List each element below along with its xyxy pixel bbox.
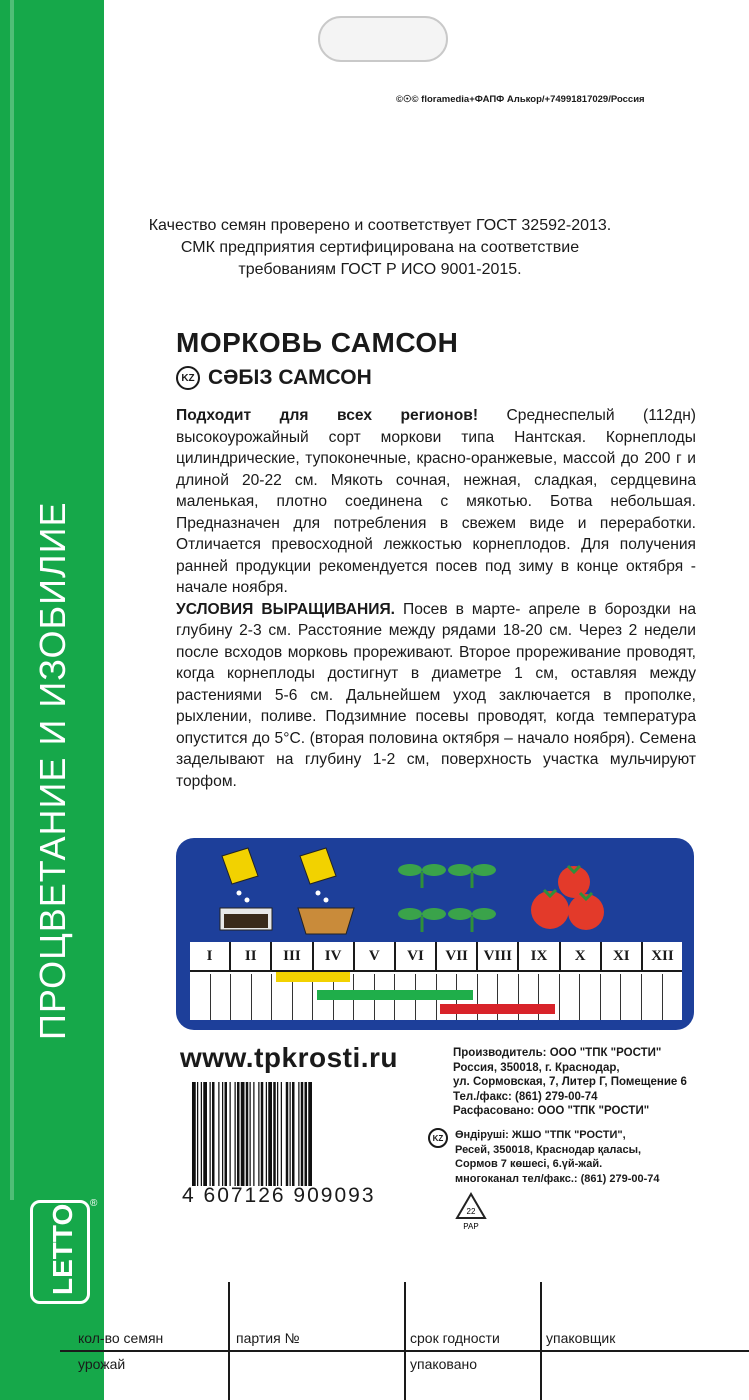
recycle-code: PAP <box>463 1222 479 1231</box>
product-subtitle <box>176 366 372 390</box>
description-lead-bold: Подходит для всех регионов! <box>176 407 479 424</box>
producer-info <box>453 1046 713 1119</box>
hang-hole <box>318 16 448 62</box>
packer-line: многоканал тел/факс.: (861) 279-00-74 <box>455 1172 660 1185</box>
month-label: VII <box>435 942 476 970</box>
period-bar-growing <box>317 990 473 1000</box>
kz-badge: KZ <box>176 366 200 390</box>
footer-divider <box>228 1282 230 1400</box>
side-banner <box>0 0 104 1400</box>
producer-line: ул. Сормовская, 7, Литер Г, Помещение 6 <box>453 1076 687 1088</box>
kz-badge: KZ <box>428 1128 448 1148</box>
quality-line: требованиям ГОСТ Р ИСО 9001-2015. <box>238 261 522 278</box>
month-label: VIII <box>476 942 517 970</box>
month-label: XI <box>600 942 641 970</box>
side-banner-highlight <box>10 0 14 1200</box>
harvest-icon <box>531 866 604 930</box>
calendar-tick <box>641 974 662 1020</box>
producer-line: Производитель: ООО "ТПК "РОСТИ" <box>453 1047 662 1059</box>
calendar-tick <box>230 974 251 1020</box>
producer-line: Тел./факс: (861) 279-00-74 <box>453 1090 598 1103</box>
packer-line: Өндіруші: ЖШО "ТПК "РОСТИ", <box>455 1129 626 1141</box>
month-label: I <box>206 947 213 964</box>
month-label: III <box>270 942 311 970</box>
quality-line: Качество семян проверено и соответствует ГОСТ 32592-2013. <box>148 217 612 234</box>
conditions-text: Посев в марте- апреле в бороздки на глубину 2-3 см. Расстояние между рядами 18-20 см. Через 2 недели после всходов морковь прореживают. Второе прореживание проводят, когда корнеплоды достигнут в диаметре 1 см, оставляя между растениями 5-6 см. Дальнейшем уход заключается в прополке, рыхлении, поливе. Подзимние посевы проводят, когда температура опустится до 5°С. (вторая половина октября – начало ноября). Семена заделывают на глубину 1-2 см, поверхность участка мульчируют торфом. <box>176 600 696 790</box>
calendar-icons <box>176 838 694 942</box>
barcode <box>192 1082 414 1186</box>
side-banner-text: ПРОЦВЕТАНИЕ И ИЗОБИЛИЕ <box>32 501 73 1040</box>
description <box>176 405 696 792</box>
recycle-number: 22 <box>466 1207 476 1216</box>
producer-line: Расфасовано: ООО "ТПК "РОСТИ" <box>453 1105 650 1117</box>
month-label: IV <box>312 942 353 970</box>
logo-text: LETTO <box>47 1203 78 1295</box>
conditions-heading: УСЛОВИЯ ВЫРАЩИВАНИЯ. <box>176 600 395 618</box>
sowing-open-ground-icon <box>220 848 272 930</box>
recycle-icon <box>455 1192 487 1232</box>
quality-note <box>80 215 680 281</box>
month-label: X <box>559 942 600 970</box>
calendar-tick <box>600 974 621 1020</box>
quality-line: СМК предприятия сертифицирована на соответствие <box>180 239 580 256</box>
field-packed[interactable]: упаковано <box>410 1356 478 1372</box>
letto-logo <box>30 1200 90 1304</box>
field-batch[interactable]: партия № <box>236 1330 300 1346</box>
period-bar-sowing <box>276 972 350 982</box>
month-label: V <box>353 942 394 970</box>
month-label: XII <box>641 942 682 970</box>
calendar-table <box>190 942 682 1020</box>
packer-kz-info <box>455 1128 705 1186</box>
month-label: IX <box>517 942 558 970</box>
period-bar-harvest <box>440 1004 555 1014</box>
field-packer[interactable]: упаковщик <box>546 1330 616 1346</box>
barcode-digits: 4 607126 909093 <box>182 1184 376 1207</box>
calendar-months <box>190 942 682 972</box>
calendar-tick <box>190 974 210 1020</box>
sowing-pot-icon <box>298 848 354 934</box>
field-expiry[interactable]: срок годности <box>410 1330 500 1346</box>
copyright-line: ©☉© floramedia+ФАПФ Алькор/+74991817029/Россия <box>396 94 645 105</box>
month-label: VI <box>394 942 435 970</box>
month-label: II <box>229 942 270 970</box>
calendar-tick <box>579 974 600 1020</box>
subtitle-kz: СӘБІЗ САМСОН <box>208 366 372 389</box>
packer-line: Ресей, 350018, Краснодар қаласы, <box>455 1143 642 1156</box>
seedlings-icon <box>398 864 446 932</box>
product-title: МОРКОВЬ САМСОН <box>176 327 459 358</box>
logo-registered: ® <box>90 1198 98 1209</box>
packer-line: Сормов 7 көшесі, 6.үй-жай. <box>455 1158 603 1170</box>
calendar-tick <box>559 974 580 1020</box>
calendar-tick <box>251 974 272 1020</box>
footer-hline <box>60 1350 749 1352</box>
footer-divider <box>404 1282 406 1400</box>
producer-line: Россия, 350018, г. Краснодар, <box>453 1061 620 1074</box>
field-harvest[interactable]: урожай <box>78 1356 126 1372</box>
calendar-tick <box>210 974 231 1020</box>
calendar-tick <box>620 974 641 1020</box>
description-lead-text: Среднеспелый (112дн) высокоурожайный сорт моркови типа Нантская. Корнеплоды цилиндрические, тупоконечные, красно-оранжевые, массой до 200 г и длиной 20-22 см. Мякоть сочная, нежная, сладкая, сердцевина маленькая, плотно соединена с мякотью. Ботва небольшая. Предназначен для потребления в свежем виде и переработки. Отличается превосходной лежкостью корнеплодов. Для получения ранней продукции рекомендуется посев под зиму в конце октября - начале ноября. <box>176 407 696 596</box>
footer-divider <box>540 1282 542 1400</box>
seedlings-icon <box>448 864 496 932</box>
website[interactable]: www.tpkrosti.ru <box>180 1042 399 1073</box>
field-seeds-count[interactable]: кол-во семян <box>78 1330 164 1346</box>
calendar-tick <box>662 974 683 1020</box>
